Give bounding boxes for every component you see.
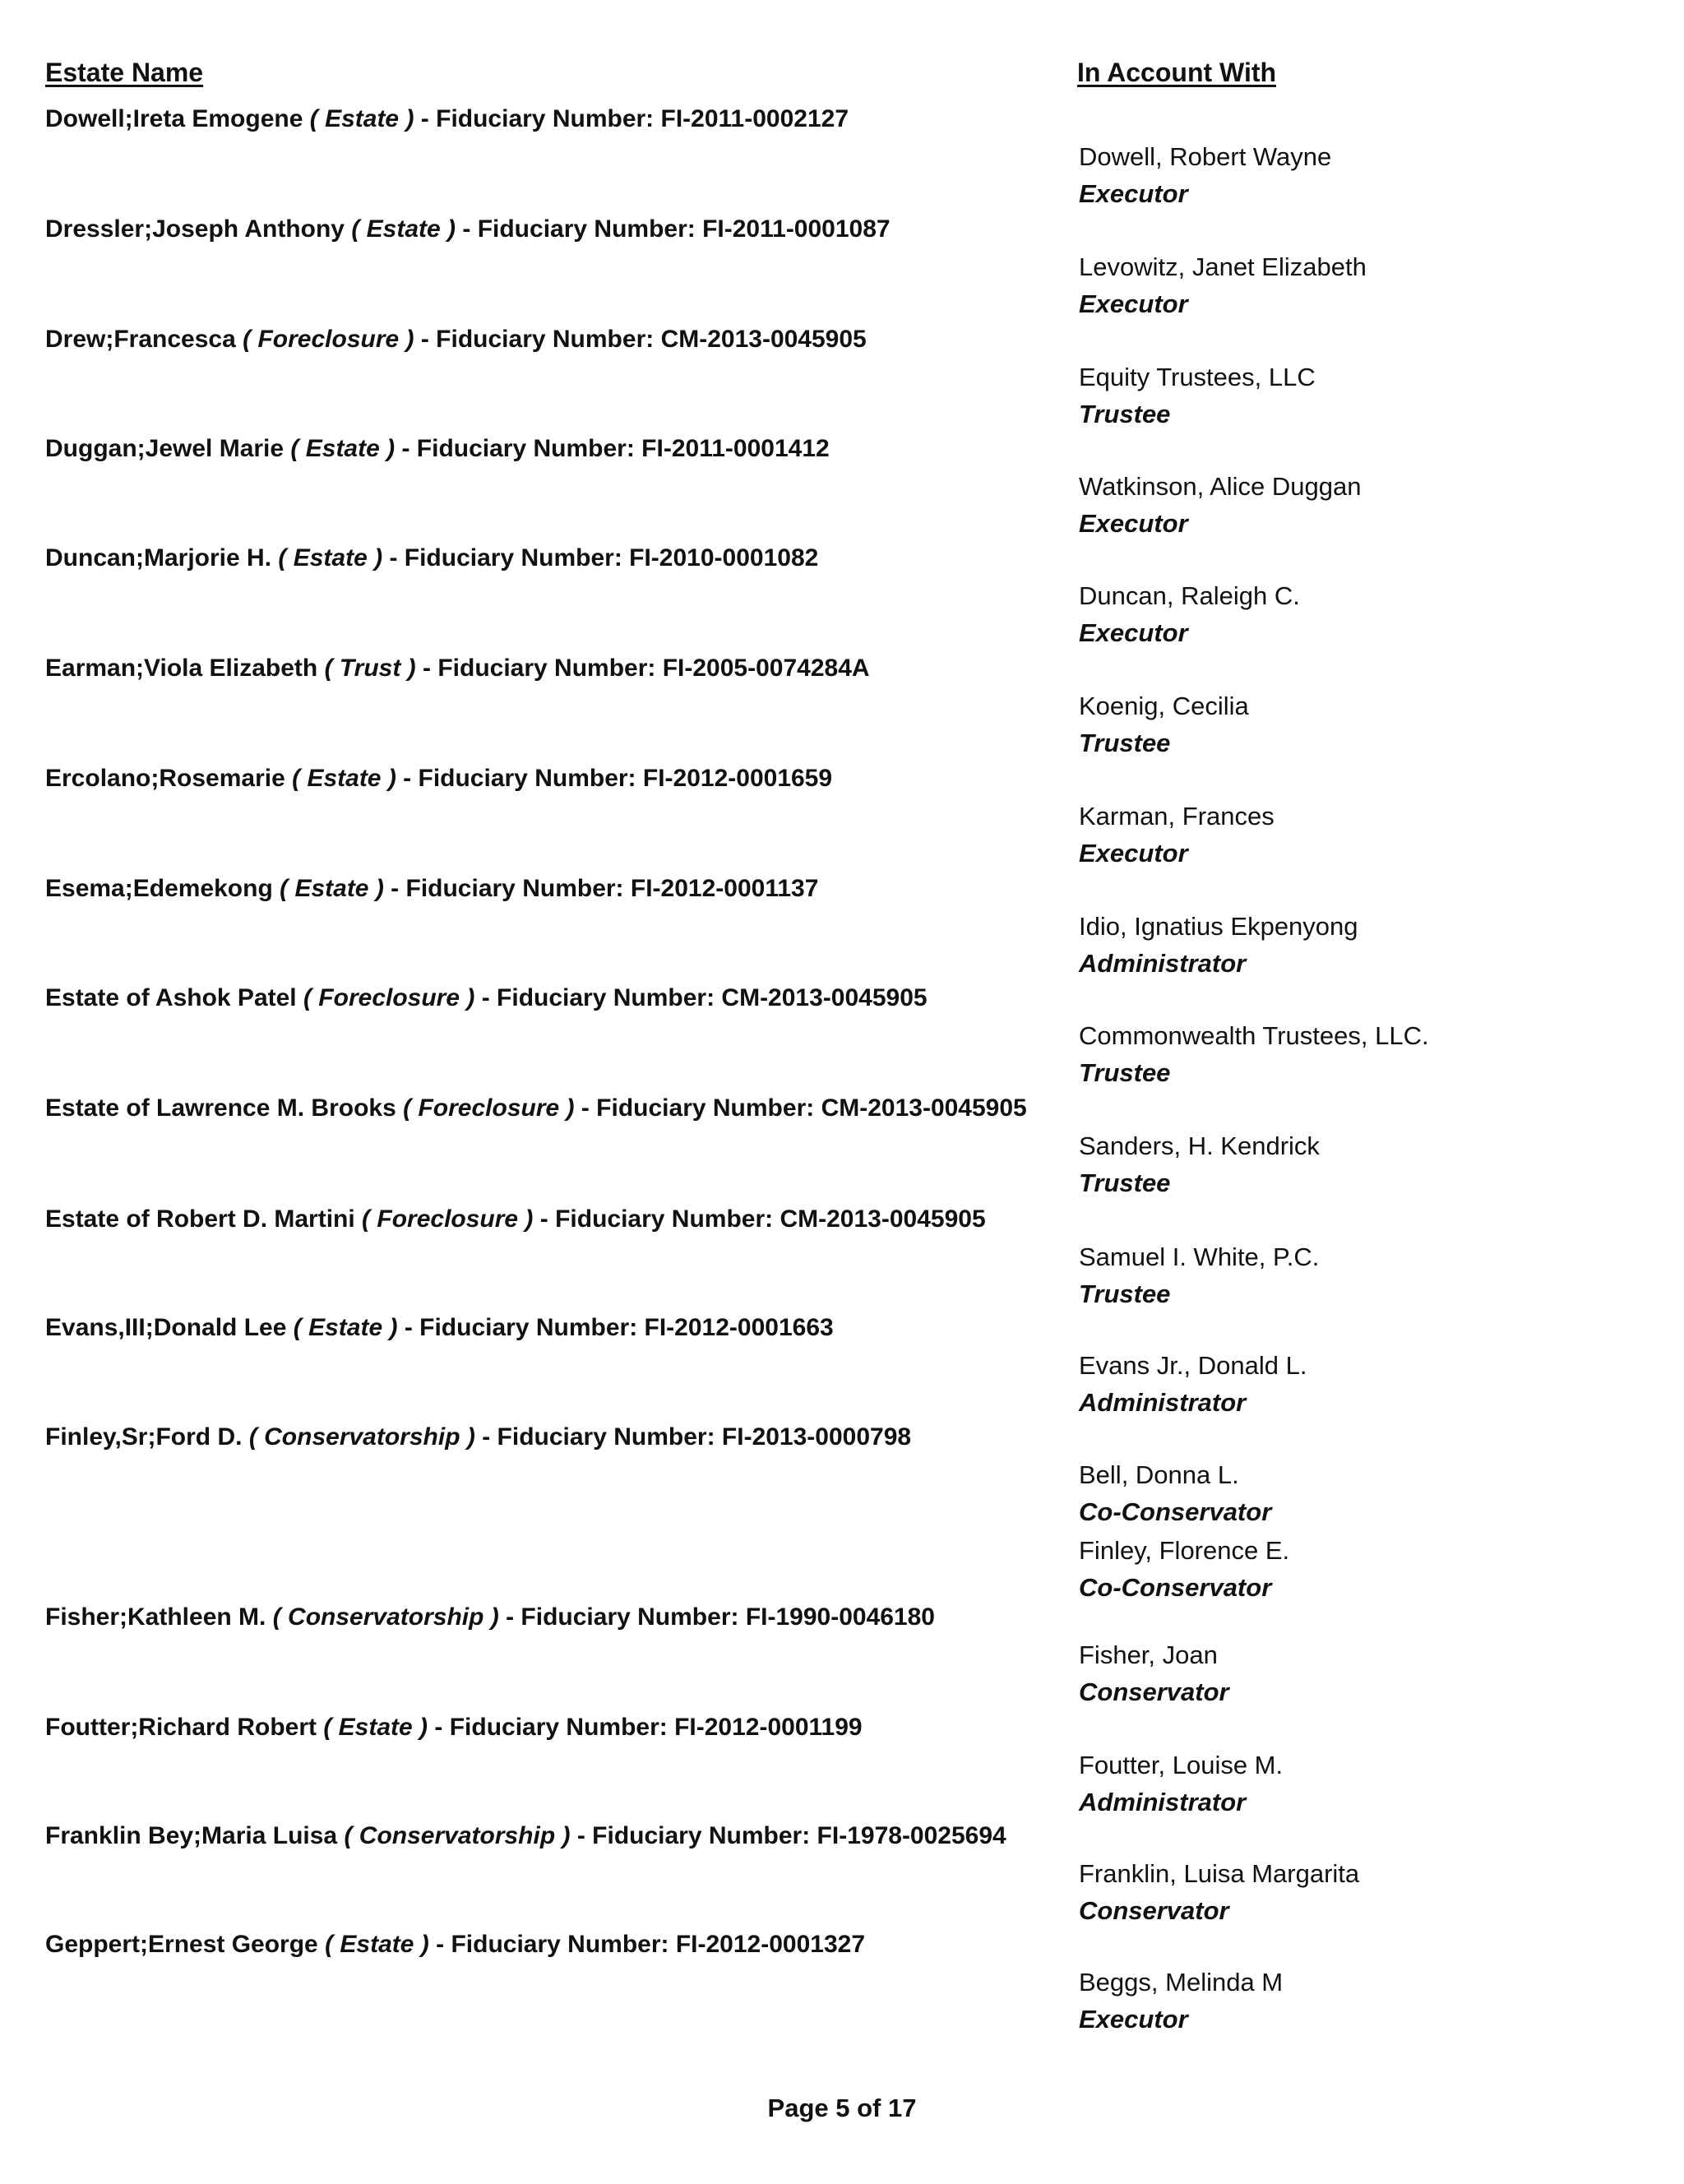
estate-name: Fisher;Kathleen M. (45, 1603, 266, 1631)
estate-entry (45, 765, 832, 793)
estate-entry (45, 105, 849, 133)
estate-entry (45, 655, 870, 682)
estate-type: ( Estate ) (309, 105, 414, 132)
estate-type: ( Foreclosure ) (403, 1094, 575, 1122)
estate-type: ( Foreclosure ) (303, 984, 475, 1011)
estate-name: Foutter;Richard Robert (45, 1714, 317, 1741)
estate-type: ( Estate ) (323, 1714, 428, 1741)
account-party-role: Executor (1079, 839, 1188, 868)
estate-name: Earman;Viola Elizabeth (45, 655, 318, 682)
estate-name-header: Estate Name (45, 58, 204, 87)
estate-name: Ercolano;Rosemarie (45, 765, 285, 792)
account-party-name: Fisher, Joan (1079, 1640, 1218, 1669)
estate-entry (45, 1423, 911, 1451)
account-party-role: Trustee (1079, 729, 1171, 757)
account-party-role: Trustee (1079, 1279, 1171, 1308)
fiduciary-number: - Fiduciary Number: FI-2012-0001327 (436, 1931, 866, 1958)
account-party-name: Beggs, Melinda M (1079, 1968, 1284, 1997)
estate-entry (45, 984, 928, 1012)
estate-name: Esema;Edemekong (45, 875, 273, 902)
fiduciary-number: - Fiduciary Number: FI-1978-0025694 (576, 1822, 1006, 1849)
estate-entry (45, 326, 867, 354)
in-account-with-header: In Account With (1077, 58, 1277, 87)
estate-name: Finley,Sr;Ford D. (45, 1423, 243, 1451)
estate-name: Estate of Lawrence M. Brooks (45, 1094, 396, 1122)
account-party-role: Executor (1079, 179, 1188, 208)
account-party-name: Samuel I. White, P.C. (1079, 1242, 1320, 1271)
fiduciary-number: - Fiduciary Number: FI-1990-0046180 (506, 1603, 935, 1631)
fiduciary-number: - Fiduciary Number: CM-2013-0045905 (481, 984, 928, 1011)
estate-name: Dowell;Ireta Emogene (45, 105, 303, 132)
account-party-name: Watkinson, Alice Duggan (1079, 472, 1362, 501)
account-party-name: Karman, Frances (1079, 802, 1275, 831)
account-party-role: Co-Conservator (1079, 1497, 1272, 1526)
fiduciary-number: - Fiduciary Number: FI-2012-0001659 (403, 765, 833, 792)
estate-entry (45, 1094, 1027, 1122)
account-party-name: Dowell, Robert Wayne (1079, 142, 1332, 171)
account-party-name: Franklin, Luisa Margarita (1079, 1859, 1360, 1888)
account-party-name: Sanders, H. Kendrick (1079, 1131, 1320, 1160)
account-party-role: Administrator (1079, 1788, 1247, 1816)
estate-type: ( Estate ) (293, 1314, 398, 1341)
account-party-role: Executor (1079, 2005, 1188, 2034)
estate-name: Franklin Bey;Maria Luisa (45, 1822, 338, 1849)
estate-type: ( Conservatorship ) (272, 1603, 499, 1631)
estate-type: ( Foreclosure ) (243, 326, 414, 353)
estate-entry (45, 215, 891, 243)
account-party-name: Levowitz, Janet Elizabeth (1079, 252, 1367, 281)
fiduciary-number: - Fiduciary Number: FI-2012-0001663 (404, 1314, 834, 1341)
estate-type: ( Estate ) (280, 875, 384, 902)
estate-name: Duncan;Marjorie H. (45, 544, 272, 571)
estate-entry (45, 544, 818, 572)
account-party-name: Evans Jr., Donald L. (1079, 1351, 1307, 1380)
fiduciary-number: - Fiduciary Number: FI-2011-0001412 (401, 435, 830, 462)
fiduciary-number: - Fiduciary Number: FI-2011-0001087 (462, 215, 891, 243)
account-party-name: Koenig, Cecilia (1079, 692, 1249, 720)
account-party-role: Executor (1079, 509, 1188, 538)
account-party-role: Executor (1079, 618, 1188, 647)
estate-name: Estate of Ashok Patel (45, 984, 297, 1011)
estate-type: ( Trust ) (324, 655, 416, 682)
account-party-role: Conservator (1079, 1677, 1229, 1706)
fiduciary-number: - Fiduciary Number: FI-2005-0074284A (423, 655, 870, 682)
estate-entry (45, 1714, 863, 1742)
account-party-name: Idio, Ignatius Ekpenyong (1079, 912, 1358, 941)
estate-entry (45, 1314, 834, 1342)
account-party-role: Administrator (1079, 949, 1247, 978)
account-party-name: Equity Trustees, LLC (1079, 363, 1316, 391)
fiduciary-number: - Fiduciary Number: CM-2013-0045905 (539, 1205, 986, 1233)
estate-name: Estate of Robert D. Martini (45, 1205, 355, 1233)
estate-entry (45, 1603, 935, 1631)
estate-name: Dressler;Joseph Anthony (45, 215, 345, 243)
fiduciary-number: - Fiduciary Number: FI-2011-0002127 (420, 105, 849, 132)
account-party-role: Trustee (1079, 1058, 1171, 1087)
account-party-role: Trustee (1079, 400, 1171, 428)
estate-name: Drew;Francesca (45, 326, 236, 353)
fiduciary-number: - Fiduciary Number: FI-2013-0000798 (482, 1423, 912, 1451)
page-number: Page 5 of 17 (767, 2094, 917, 2122)
account-party-role: Co-Conservator (1079, 1573, 1272, 1602)
estate-name: Evans,III;Donald Lee (45, 1314, 287, 1341)
account-party-role: Executor (1079, 289, 1188, 318)
fiduciary-number: - Fiduciary Number: FI-2012-0001137 (391, 875, 819, 902)
fiduciary-number: - Fiduciary Number: CM-2013-0045905 (581, 1094, 1027, 1122)
estate-name: Duggan;Jewel Marie (45, 435, 285, 462)
estate-type: ( Estate ) (290, 435, 396, 462)
account-party-name: Finley, Florence E. (1079, 1536, 1290, 1565)
account-party-role: Administrator (1079, 1388, 1247, 1417)
account-party-role: Trustee (1079, 1168, 1171, 1197)
estate-entry (45, 1205, 986, 1233)
fiduciary-number: - Fiduciary Number: CM-2013-0045905 (420, 326, 867, 353)
estate-type: ( Estate ) (278, 544, 383, 571)
account-party-name: Commonwealth Trustees, LLC. (1079, 1021, 1429, 1050)
estate-type: ( Conservatorship ) (344, 1822, 571, 1849)
account-party-name: Bell, Donna L. (1079, 1460, 1239, 1489)
estate-entry (45, 875, 818, 903)
estate-entry (45, 435, 830, 463)
fiduciary-number: - Fiduciary Number: FI-2010-0001082 (389, 544, 819, 571)
account-party-name: Duncan, Raleigh C. (1079, 581, 1300, 610)
estate-type: ( Estate ) (292, 765, 396, 792)
fiduciary-number: - Fiduciary Number: FI-2012-0001199 (434, 1714, 863, 1741)
estate-type: ( Estate ) (351, 215, 456, 243)
estate-name: Geppert;Ernest George (45, 1931, 318, 1958)
estate-type: ( Estate ) (325, 1931, 429, 1958)
estate-type: ( Conservatorship ) (248, 1423, 475, 1451)
account-party-name: Foutter, Louise M. (1079, 1751, 1284, 1779)
estate-type: ( Foreclosure ) (362, 1205, 534, 1233)
estate-entry (45, 1822, 1006, 1850)
account-party-role: Conservator (1079, 1896, 1229, 1925)
estate-entry (45, 1931, 865, 1959)
